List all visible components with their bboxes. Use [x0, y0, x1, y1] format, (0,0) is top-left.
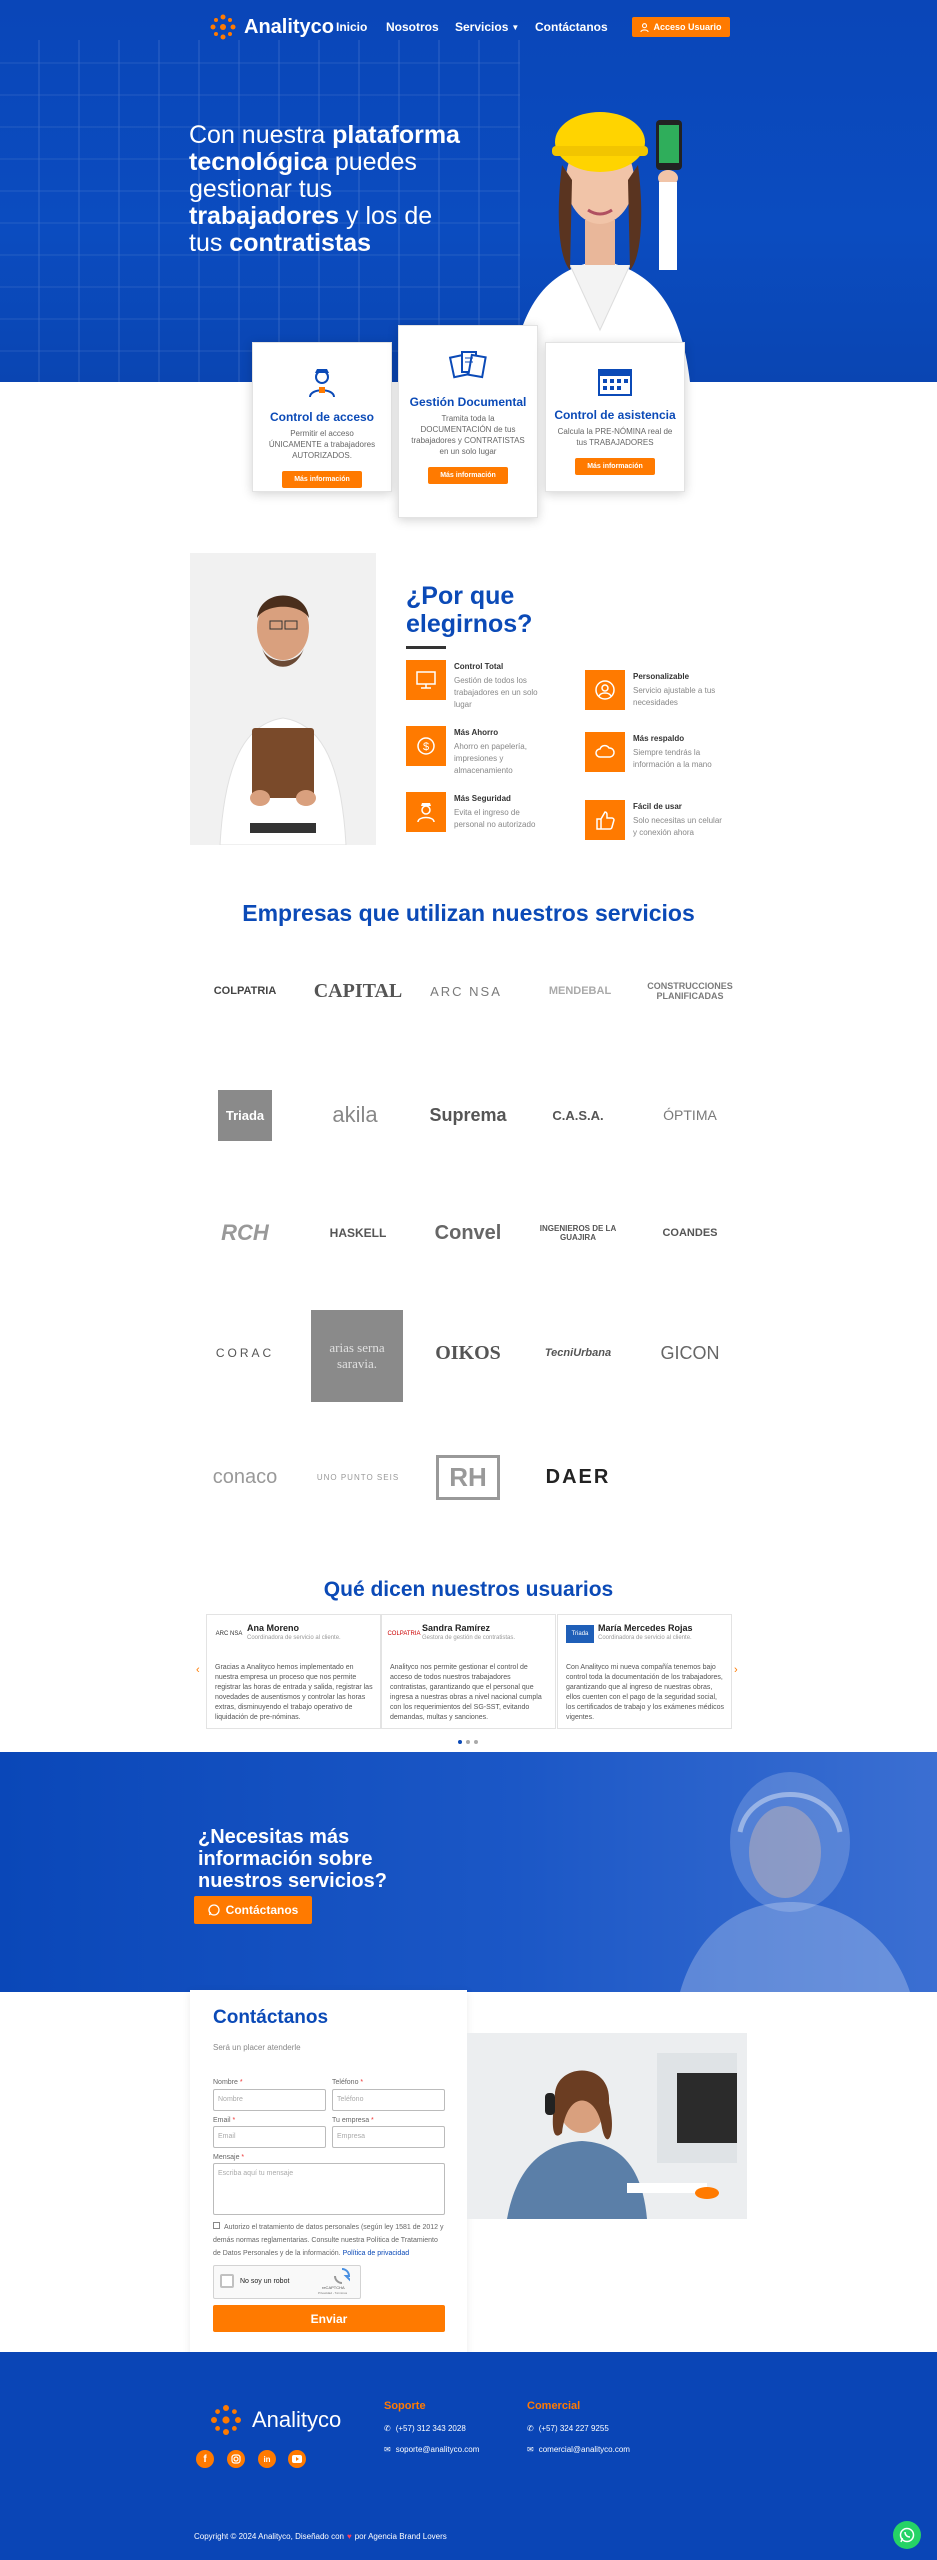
testimonial-card	[381, 1614, 556, 1729]
nav-contactanos[interactable]	[535, 14, 608, 40]
testimonial-company-logo: Triada	[566, 1625, 594, 1643]
client-logo-uno-punto-seis: UNO PUNTO SEIS	[316, 1472, 400, 1482]
facebook-icon[interactable]: f	[196, 2450, 214, 2468]
name-input[interactable]: Nombre	[213, 2089, 326, 2111]
carousel-dot[interactable]	[458, 1740, 462, 1744]
service-card-attendance	[545, 342, 685, 492]
service-title: Control de asistencia	[554, 408, 676, 422]
service-description: Calcula la PRE-NÓMINA real de tus TRABAJADORES	[557, 427, 673, 447]
testimonial-company-logo: ARC NSA	[215, 1631, 243, 1637]
cta-agent-image	[560, 1752, 937, 1992]
feature-title: Personalizable	[633, 672, 690, 681]
why-title: ¿Por que elegirnos?	[406, 582, 533, 638]
nav-inicio[interactable]	[336, 14, 367, 40]
more-info-button[interactable]: Más información	[575, 458, 655, 475]
thumbs-up-icon	[585, 800, 625, 840]
documents-icon	[448, 348, 488, 384]
recaptcha-terms: Privacidad - Términos	[318, 2291, 348, 2295]
nav-nosotros[interactable]	[386, 14, 439, 40]
footer-commercial-phone[interactable]: ✆ (+57) 324 227 9255	[527, 2424, 609, 2433]
message-label: Mensaje *	[213, 2154, 245, 2161]
service-description: Permitir el acceso ÚNICAMENTE a trabajadores AUTORIZADOS.	[268, 429, 376, 460]
testimonials-title: Qué dicen nuestros usuarios	[323, 1578, 614, 1601]
feature-control-total	[406, 660, 576, 710]
client-logo-rch: RCH	[221, 1220, 269, 1245]
mail-icon: ✉	[384, 2445, 391, 2454]
footer-support-title: Soporte	[384, 2400, 426, 2412]
testimonial-company-logo: COLPATRIA	[387, 1631, 421, 1637]
nav-link-inicio[interactable]: Inicio	[336, 20, 368, 34]
company-label: Tu empresa *	[332, 2117, 374, 2124]
feature-title: Más Seguridad	[454, 794, 511, 803]
why-man-image	[190, 553, 376, 845]
client-logo-coandes: COANDES	[662, 1227, 718, 1239]
carousel-prev-icon[interactable]: ‹	[196, 1664, 200, 1676]
carousel-dots[interactable]	[458, 1740, 478, 1744]
client-logo-corac: CORAC	[215, 1346, 275, 1360]
feature-text: Evita el ingreso de personal no autorizado	[454, 808, 536, 829]
company-input[interactable]: Empresa	[332, 2126, 445, 2148]
more-info-button[interactable]: Más información	[282, 471, 362, 488]
client-logo-triada: Triada	[190, 1080, 300, 1150]
footer-support-email[interactable]: ✉ soporte@analityco.com	[384, 2445, 480, 2454]
submit-button[interactable]: Enviar	[213, 2305, 445, 2332]
recaptcha-icon	[334, 2268, 350, 2284]
mail-icon: ✉	[527, 2445, 534, 2454]
feature-mas-ahorro	[406, 726, 576, 776]
chevron-down-icon: ▼	[511, 22, 520, 32]
feature-title: Más respaldo	[633, 734, 685, 743]
feature-facil-de-usar	[585, 800, 755, 850]
recaptcha-checkbox[interactable]	[220, 2274, 234, 2288]
phone-input[interactable]: Teléfono	[332, 2089, 445, 2111]
money-icon	[406, 726, 446, 766]
client-logo-convel: Convel	[434, 1221, 502, 1244]
service-description: Tramita toda la DOCUMENTACIÓN de tus trabajadores y CONTRATISTAS en un solo lugar	[411, 414, 525, 456]
client-logo-rh: RH	[413, 1442, 523, 1512]
linkedin-icon[interactable]: in	[258, 2450, 276, 2468]
client-logo-tecniurbana: TecniUrbana	[544, 1347, 612, 1359]
why-title-underline	[406, 646, 446, 649]
feature-mas-respaldo	[585, 732, 755, 782]
service-title: Gestión Documental	[409, 395, 527, 409]
logo-icon	[208, 2402, 244, 2438]
cta-section	[0, 1752, 937, 1992]
client-logo-gicon: GICON	[660, 1342, 720, 1363]
testimonial-card	[206, 1614, 381, 1729]
feature-text: Servicio ajustable a tus necesidades	[633, 686, 716, 707]
client-logo-mendebal: MENDEBAL	[548, 985, 612, 997]
footer-support-phone[interactable]: ✆ (+57) 312 343 2028	[384, 2424, 466, 2433]
client-logo-ingenieros-guajira: INGENIEROS DE LA GUAJIRA	[539, 1224, 617, 1242]
carousel-next-icon[interactable]: ›	[734, 1664, 738, 1676]
carousel-dot[interactable]	[466, 1740, 470, 1744]
user-icon	[640, 23, 649, 32]
feature-text: Solo necesitas un celular y conexión ahora	[633, 816, 722, 837]
testimonial-text: Con Analityco mi nueva compañía tenemos bajo control toda la documentación de los trabajadores, garantizando que al ingreso de nuestras obras, ellos cuenten con el pago de la seguridad social, los certificados de trabajo y los exámenes médicos vigentes.	[566, 1664, 724, 1721]
client-logo-daer: DAER	[545, 1465, 611, 1488]
feature-personalizable	[585, 670, 755, 720]
more-info-button[interactable]: Más información	[428, 467, 508, 484]
feature-text: Gestión de todos los trabajadores en un solo lugar	[454, 676, 538, 709]
contact-form-title: Contáctanos	[213, 2007, 329, 2028]
recaptcha-label: No soy un robot	[240, 2278, 290, 2285]
testimonial-text: Analityco nos permite gestionar el control de acceso de todos nuestros trabajadores contratistas, garantizando que el personal que ingresa a nuestras obras a nivel nacional cumpla con los requerimientos del SG-SST, evitando demandas, multas y sanciones.	[390, 1664, 542, 1721]
consent-text: Autorizo el tratamiento de datos personales (según ley 1581 de 2012 y demás normas reglamentarias. Consulte nuestra Política de Tratamiento de Datos Personales y de la información. Política de privacidad	[213, 2224, 444, 2257]
client-logo-akila: akila	[332, 1102, 378, 1127]
feature-title: Fácil de usar	[633, 802, 682, 811]
feature-text: Siempre tendrás la información a la mano	[633, 748, 712, 769]
message-textarea[interactable]: Escriba aquí tu mensaje	[213, 2163, 445, 2215]
contact-woman-image	[467, 2033, 747, 2219]
access-user-label: Acceso Usuario	[653, 22, 722, 32]
instagram-icon[interactable]	[227, 2450, 245, 2468]
user-circle-icon	[585, 670, 625, 710]
nav-link-servicios[interactable]: Servicios	[455, 20, 509, 34]
testimonial-name: Ana Moreno	[247, 1623, 300, 1633]
feature-mas-seguridad	[406, 792, 576, 842]
client-logo-capital: CAPITAL	[313, 979, 403, 1002]
nav-link-contactanos[interactable]: Contáctanos	[535, 20, 608, 34]
client-logo-casa: C.A.S.A.	[552, 1107, 604, 1123]
cta-title: ¿Necesitas más información sobre nuestros servicios?	[198, 1826, 387, 1892]
testimonial-text: Gracias a Analityco hemos implementado en nuestra empresa un proceso que nos permite registrar las horas de entrada y salida, registrar las novedades de ausentismos y controlar las horas extras, disminuyendo el trabajo operativo de liquidación de pre-nóminas.	[215, 1664, 373, 1721]
clients-title: Empresas que utilizan nuestros servicios	[242, 900, 695, 926]
monitor-icon	[406, 660, 446, 700]
email-label: Email *	[213, 2117, 236, 2124]
client-logo-colpatria: COLPATRIA	[213, 985, 277, 997]
service-title: Control de acceso	[269, 410, 375, 424]
name-label: Nombre *	[213, 2079, 243, 2086]
footer	[0, 2352, 937, 2560]
recaptcha-brand: reCAPTCHA	[322, 2285, 345, 2290]
client-logo-construcciones-planificadas: CONSTRUCCIONES PLANIFICADAS	[647, 981, 733, 1001]
calendar-icon	[597, 365, 633, 397]
footer-logo-text: Analityco	[252, 2407, 342, 2432]
testimonial-role: Coordinadora de servicio al cliente.	[598, 1635, 692, 1641]
guard-icon	[406, 792, 446, 832]
logo-text: Analityco	[244, 15, 335, 38]
whatsapp-float-button[interactable]	[893, 2521, 921, 2549]
phone-icon: ✆	[384, 2424, 391, 2433]
client-logo-oikos: OIKOS	[435, 1341, 501, 1364]
guard-icon	[305, 365, 339, 399]
carousel-dot[interactable]	[474, 1740, 478, 1744]
youtube-icon[interactable]	[288, 2450, 306, 2468]
client-logo-arconsa: ARC NSA	[430, 983, 502, 999]
client-logo-optima: ÓPTIMA	[663, 1107, 717, 1123]
feature-title: Más Ahorro	[454, 728, 499, 737]
feature-title: Control Total	[454, 662, 504, 671]
service-card-access	[252, 342, 392, 492]
service-card-documents	[398, 325, 538, 518]
phone-label: Teléfono *	[332, 2079, 364, 2086]
testimonial-role: Gestora de gestión de contratistas.	[422, 1635, 516, 1641]
contact-form-subtitle: Será un placer atenderle	[213, 2043, 301, 2052]
feature-text: Ahorro en papelería, impresiones y almacenamiento	[454, 742, 527, 775]
header-logo[interactable]	[208, 12, 334, 42]
nav-servicios[interactable]	[455, 14, 519, 40]
nav-link-nosotros[interactable]: Nosotros	[386, 20, 439, 34]
phone-icon: ✆	[527, 2424, 534, 2433]
svg-text:$: $	[422, 741, 430, 753]
cta-button-label: Contáctanos	[225, 1903, 299, 1917]
cta-contact-button[interactable]	[194, 1896, 312, 1924]
heart-icon: ♥	[346, 2532, 352, 2541]
email-input[interactable]: Email	[213, 2126, 326, 2148]
privacy-policy-link[interactable]: Política de privacidad	[342, 2250, 410, 2257]
footer-commercial-title: Comercial	[527, 2400, 581, 2412]
testimonial-role: Coordinadora de servicio al cliente.	[247, 1635, 341, 1641]
access-user-button[interactable]	[632, 17, 730, 37]
testimonial-name: María Mercedes Rojas	[598, 1623, 693, 1633]
footer-logo[interactable]	[208, 2402, 341, 2438]
footer-copyright: Copyright © 2024 Analityco, Diseñado con ♥ por Agencia Brand Lovers	[194, 2532, 447, 2541]
whatsapp-icon	[899, 2527, 915, 2543]
logo-icon	[208, 12, 238, 42]
testimonial-card	[557, 1614, 732, 1729]
client-logo-conaco: conaco	[212, 1465, 278, 1488]
cloud-icon	[585, 732, 625, 772]
footer-commercial-email[interactable]: ✉ comercial@analityco.com	[527, 2445, 630, 2454]
client-logo-arias-serna-saravia: arias serna saravia.	[311, 1310, 403, 1402]
client-logo-suprema: Suprema	[429, 1104, 507, 1125]
hero-headline: Con nuestra plataforma tecnológica puedes gestionar tus trabajadores y los de tus contratistas	[189, 121, 460, 257]
whatsapp-icon	[208, 1904, 220, 1916]
testimonial-name: Sandra Ramírez	[422, 1623, 491, 1633]
client-logo-haskell: HASKELL	[329, 1226, 387, 1240]
